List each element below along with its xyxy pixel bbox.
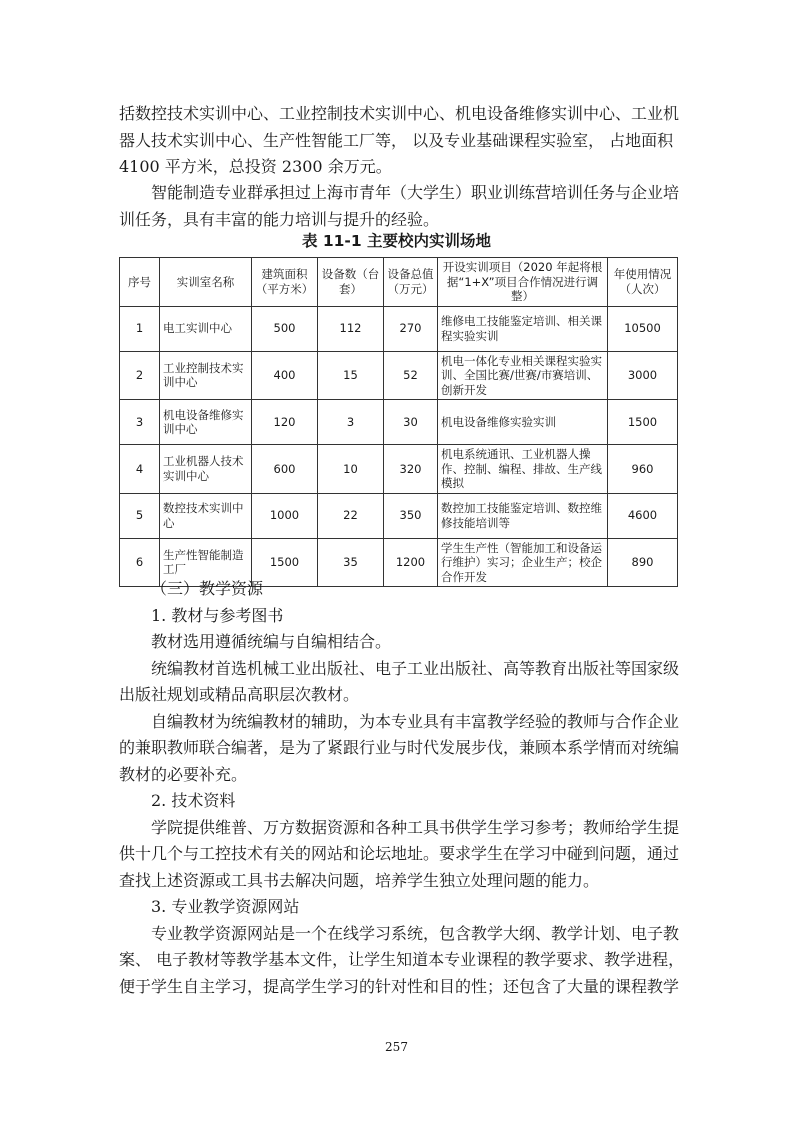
- table-cell: 320: [384, 445, 438, 494]
- table-cell: 10: [318, 445, 384, 494]
- intro-paragraph: [119, 101, 680, 181]
- text-line: 器人技术实训中心、生产性智能工厂等， 以及专业基础课程实验室， 占地面积: [119, 130, 674, 150]
- table-cell: 机电设备维修实验实训: [438, 400, 608, 445]
- table-cell: 6: [120, 538, 160, 587]
- table-cell: 500: [252, 306, 318, 351]
- text-line: 自编教材为统编教材的辅助，为本专业具有丰富教学经验的教师与合作企业: [151, 711, 680, 731]
- text-line: 供十几个与工控技术有关的网站和论坛地址。要求学生在学习中碰到问题，通过: [119, 844, 680, 863]
- table-row: [120, 493, 678, 538]
- text-line: 统编教材首选机械工业出版社、电子工业出版社、高等教育出版社等国家级: [151, 658, 680, 678]
- table-cell: 400: [252, 351, 318, 400]
- table-cell: 4600: [608, 493, 678, 538]
- header-cell: 设备总值（万元）: [384, 258, 438, 307]
- table-cell: 5: [120, 493, 160, 538]
- text-line: 出版社规划或精品高职层次教材。: [119, 685, 360, 704]
- table-cell: 52: [384, 351, 438, 400]
- text-line: 智能制造专业群承担过上海市青年（大学生）职业训练营培训任务与企业培: [151, 183, 680, 202]
- table-cell: 工业机器人技术实训中心: [160, 445, 252, 494]
- text-line: 专业教学资源网站是一个在线学习系统，包含教学大纲、教学计划、电子教: [151, 923, 680, 943]
- header-cell: 年使用情况（人次）: [608, 258, 678, 307]
- text-line: 学院提供维普、万方数据资源和各种工具书供学生学习参考；教师给学生提: [151, 817, 680, 837]
- header-cell: 实训室名称: [160, 258, 252, 307]
- page-number: 257: [385, 1040, 408, 1054]
- table-cell: 3: [120, 400, 160, 445]
- text-line: 教材选用遵循统编与自编相结合。: [151, 632, 392, 651]
- header-cell: 建筑面积（平方米）: [252, 258, 318, 307]
- table-cell: 22: [318, 493, 384, 538]
- table-cell: 30: [384, 400, 438, 445]
- table-cell: 10500: [608, 306, 678, 351]
- text-line: 训任务，具有丰富的能力培训与提升的经验。: [119, 209, 440, 229]
- teaching-resources-section: [119, 576, 685, 1000]
- table-cell: 350: [384, 493, 438, 538]
- table-cell: 1500: [252, 538, 318, 587]
- text-line: 案、 电子教材等教学基本文件，让学生知道本专业课程的教学要求、教学进程，: [119, 950, 685, 969]
- subsection-heading: 2. 技术资料: [151, 791, 236, 810]
- training-paragraph: [119, 180, 680, 233]
- table-cell: 生产性智能制造工厂: [160, 538, 252, 587]
- table-cell: 15: [318, 351, 384, 400]
- table-cell: 电工实训中心: [160, 306, 252, 351]
- table-cell: 120: [252, 400, 318, 445]
- header-cell: 开设实训项目（2020 年起将根据“1+X”项目合作情况进行调整）: [438, 258, 608, 307]
- table-cell: 3000: [608, 351, 678, 400]
- table-cell: 270: [384, 306, 438, 351]
- header-cell: 序号: [120, 258, 160, 307]
- table-title: 表 11-1 主要校内实训场地: [301, 232, 492, 250]
- table-header-row: [120, 258, 678, 307]
- section-heading: （三）教学资源: [151, 579, 264, 598]
- table-cell: 维修电工技能鉴定培训、相关课程实验实训: [438, 306, 608, 351]
- text-line: 便于学生自主学习，提高学生学习的针对性和目的性；还包含了大量的课程教学: [119, 976, 680, 996]
- table-cell: 890: [608, 538, 678, 587]
- training-rooms-table: [119, 257, 678, 587]
- table-row: [120, 400, 678, 445]
- text-line: 4100 平方米，总投资 2300 余万元。: [119, 157, 392, 176]
- table-cell: 1200: [384, 538, 438, 587]
- table-cell: 3: [318, 400, 384, 445]
- table-cell: 学生生产性（智能加工和设备运行维护）实习；企业生产；校企合作开发: [438, 538, 608, 587]
- table-row: [120, 306, 678, 351]
- table-cell: 1500: [608, 400, 678, 445]
- table-cell: 35: [318, 538, 384, 587]
- text-line: 的兼职教师联合编著，是为了紧跟行业与时代发展步伐，兼顾本系学情而对统编: [119, 738, 680, 757]
- table-cell: 机电设备维修实训中心: [160, 400, 252, 445]
- table-cell: 数控加工技能鉴定培训、数控维修技能培训等: [438, 493, 608, 538]
- table-cell: 机电系统通讯、工业机器人操作、控制、编程、排故、生产线模拟: [438, 445, 608, 494]
- header-cell: 设备数（台套）: [318, 258, 384, 307]
- table-cell: 1000: [252, 493, 318, 538]
- table-cell: 2: [120, 351, 160, 400]
- subsection-heading: 1. 教材与参考图书: [151, 605, 284, 625]
- table-cell: 4: [120, 445, 160, 494]
- text-line: 教材的必要补充。: [119, 764, 248, 784]
- table-row: [120, 351, 678, 400]
- table-cell: 600: [252, 445, 318, 494]
- text-line: 查找上述资源或工具书去解决问题，培养学生独立处理问题的能力。: [119, 870, 600, 890]
- table-cell: 数控技术实训中心: [160, 493, 252, 538]
- table-cell: 112: [318, 306, 384, 351]
- table-cell: 1: [120, 306, 160, 351]
- subsection-heading: 3. 专业教学资源网站: [151, 897, 300, 916]
- table-row: [120, 445, 678, 494]
- table-cell: 960: [608, 445, 678, 494]
- text-line: 括数控技术实训中心、工业控制技术实训中心、机电设备维修实训中心、工业机: [119, 104, 680, 123]
- table-cell: 机电一体化专业相关课程实验实训、全国比赛/世赛/市赛培训、创新开发: [438, 351, 608, 400]
- table-cell: 工业控制技术实训中心: [160, 351, 252, 400]
